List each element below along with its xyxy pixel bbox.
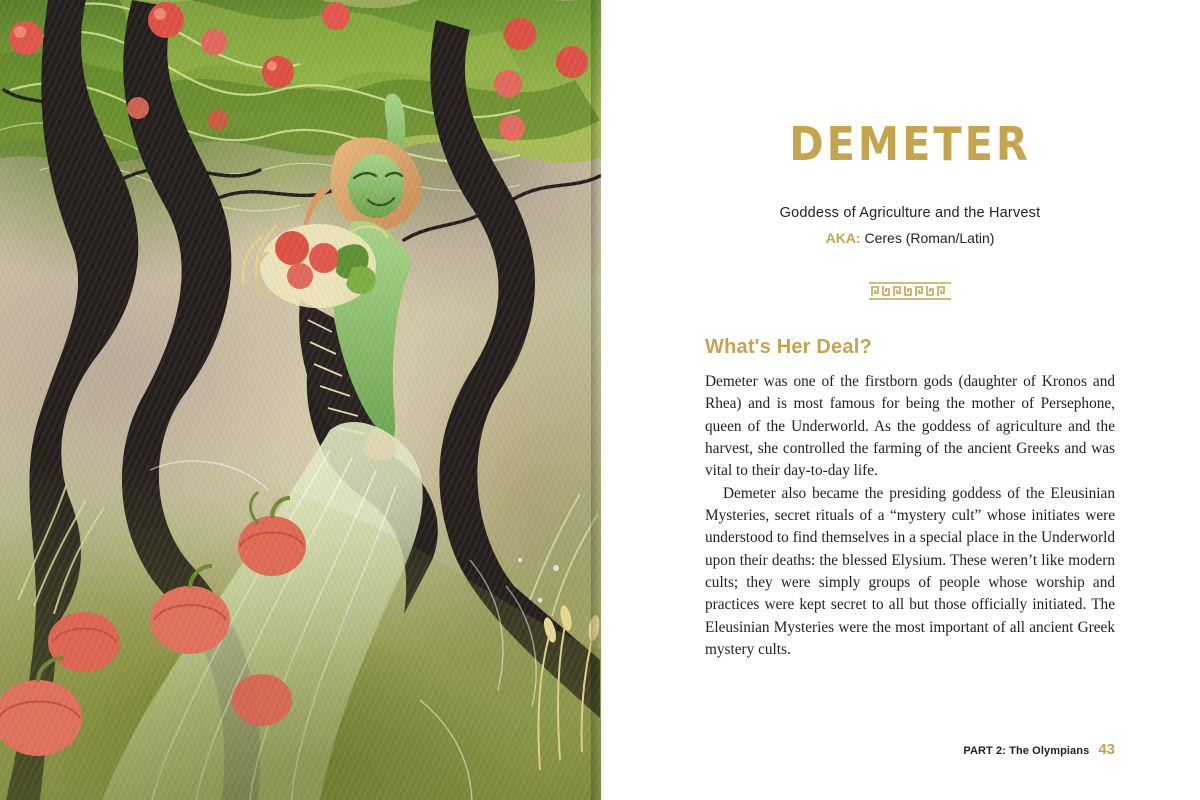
- greek-key-divider-icon: [869, 282, 951, 300]
- section-heading: What's Her Deal?: [705, 336, 872, 358]
- page-number: 43: [1098, 741, 1115, 758]
- aka-value: Ceres (Roman/Latin): [864, 230, 995, 246]
- page-gutter-shadow: [591, 0, 601, 800]
- aka-line: [705, 221, 1115, 246]
- footer-part-label: PART 2: The Olympians: [963, 745, 1090, 757]
- text-page: [601, 0, 1200, 800]
- page-title: DEMETER: [789, 117, 1031, 171]
- text-column: [705, 0, 1115, 800]
- page-footer: [963, 741, 1115, 758]
- body-paragraph-2: Demeter also became the presiding goddess of the Eleusinian Mysteries, secret rituals of a “mystery cult” whose initiates were understood to find themselves in a special place in the Underworld upon their deaths: the blessed Elysium. These weren’t like modern cults; they were simply groups of people whose worship and practices were kept secret to all but those officially initiated. The Eleusinian Mysteries were the most important of all ancient Greek mystery cults.: [705, 484, 1115, 658]
- aka-label: AKA:: [825, 230, 861, 246]
- body-paragraph-1: Demeter was one of the firstborn gods (daughter of Kronos and Rhea) and is most famous for being the mother of Persephone, queen of the Underworld. As the goddess of agriculture and the harvest, she controlled the farming of the ancient Greeks and was vital to their day-to-day life.: [705, 373, 1115, 480]
- page-subtitle: Goddess of Agriculture and the Harvest: [779, 205, 1041, 221]
